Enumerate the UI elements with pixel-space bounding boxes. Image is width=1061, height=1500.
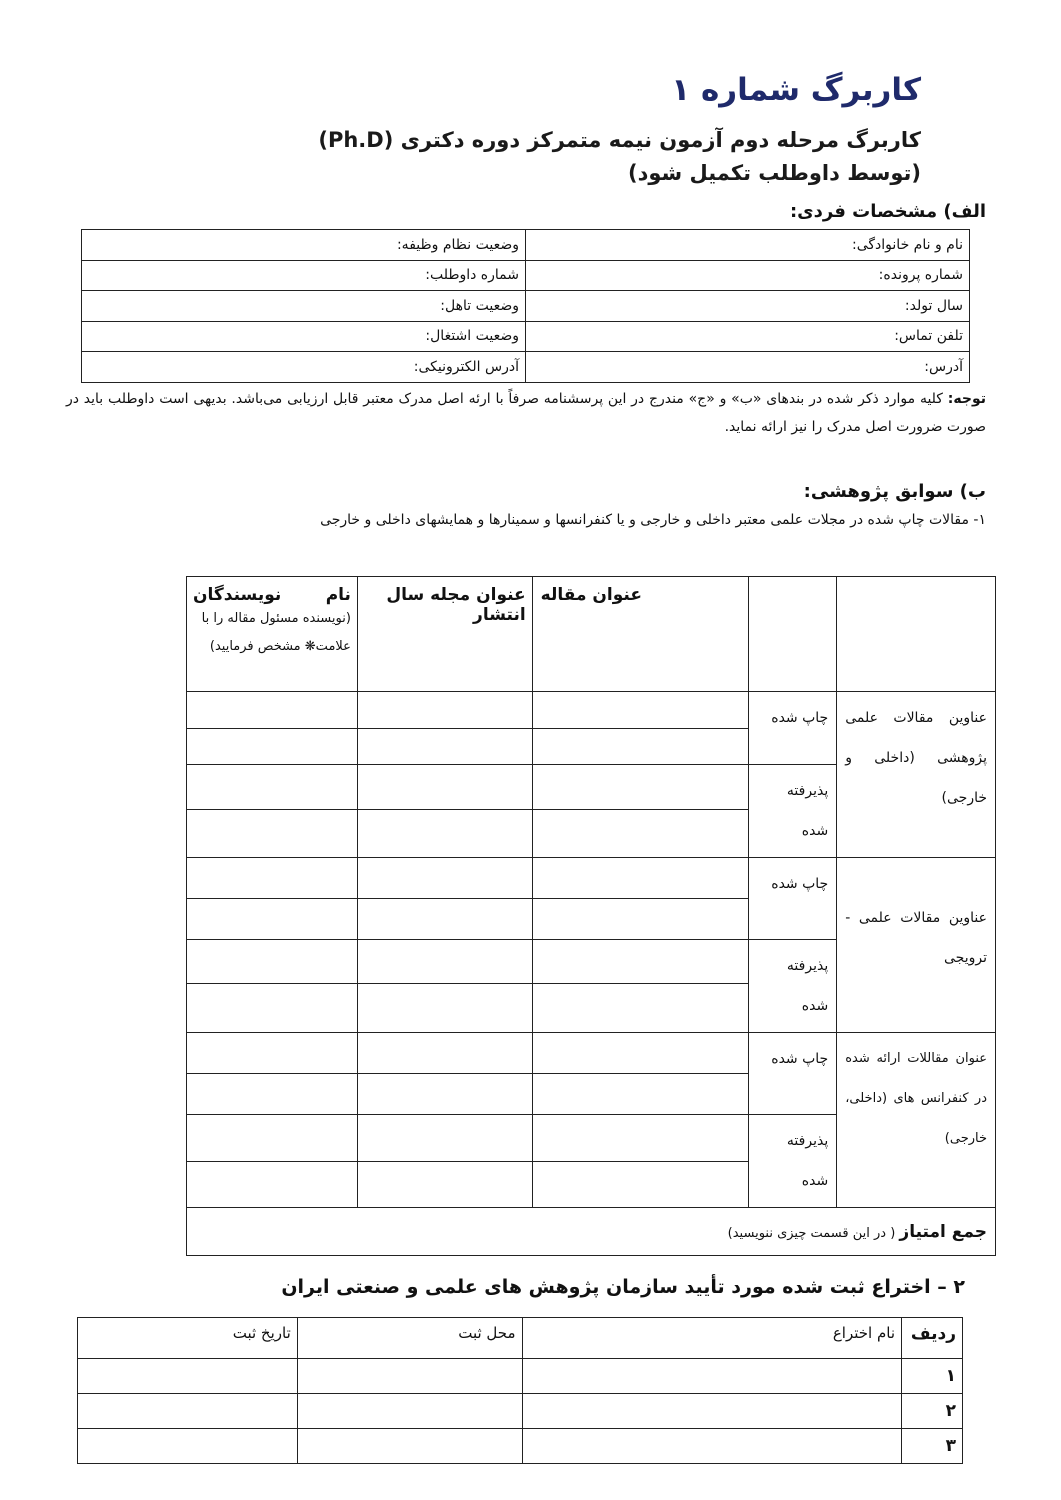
article-title-cell[interactable] bbox=[532, 1074, 749, 1115]
invention-name-cell[interactable] bbox=[522, 1394, 902, 1429]
status-header-cell bbox=[749, 577, 837, 692]
authors-header bbox=[187, 577, 358, 692]
authors-cell[interactable] bbox=[187, 899, 358, 940]
authors-header-word-2: نویسندگان bbox=[193, 585, 282, 605]
article-title-cell[interactable] bbox=[532, 1033, 749, 1074]
article-title-header: عنوان مقاله bbox=[532, 577, 749, 692]
section-2-heading: ۲ – اختراع ثبت شده مورد تأیید سازمان پژوهش های علمی و صنعتی ایران bbox=[281, 1276, 965, 1298]
journal-year-cell[interactable] bbox=[357, 1033, 532, 1074]
invention-name-cell[interactable] bbox=[522, 1429, 902, 1464]
address-field[interactable]: آدرس: bbox=[526, 352, 970, 383]
article-title-cell[interactable] bbox=[532, 858, 749, 899]
authors-cell[interactable] bbox=[187, 729, 358, 765]
journal-year-cell[interactable] bbox=[357, 899, 532, 940]
article-title-cell[interactable] bbox=[532, 940, 749, 984]
research-table bbox=[186, 576, 996, 1256]
article-title-cell[interactable] bbox=[532, 810, 749, 858]
row-number: ۲ bbox=[902, 1394, 963, 1429]
authors-cell[interactable] bbox=[187, 983, 358, 1032]
journal-year-cell[interactable] bbox=[357, 1074, 532, 1115]
email-field[interactable]: آدرس الکترونیکی: bbox=[82, 352, 526, 383]
table-row bbox=[82, 260, 970, 291]
authors-header-title bbox=[193, 585, 351, 605]
journal-year-cell[interactable] bbox=[357, 858, 532, 899]
total-score-label: جمع امتیاز bbox=[899, 1221, 987, 1242]
table-row bbox=[187, 1033, 996, 1074]
table-header-row bbox=[78, 1318, 963, 1359]
table-header-row bbox=[187, 577, 996, 692]
table-row bbox=[82, 352, 970, 383]
journal-year-cell[interactable] bbox=[357, 765, 532, 810]
note-paragraph bbox=[66, 385, 986, 441]
personal-info-table bbox=[81, 229, 970, 383]
journal-year-cell[interactable] bbox=[357, 810, 532, 858]
table-row bbox=[78, 1429, 963, 1464]
category-conference-papers: عنوان مقاللات ارائه شده در کنفرانس های (داخلی، خارجی) bbox=[837, 1033, 996, 1208]
form-instruction: (توسط داوطلب تکمیل شود) bbox=[627, 161, 921, 185]
authors-cell[interactable] bbox=[187, 1115, 358, 1162]
category-header-cell bbox=[837, 577, 996, 692]
row-number-header: ردیف bbox=[902, 1318, 963, 1359]
article-title-cell[interactable] bbox=[532, 983, 749, 1032]
row-number: ۳ bbox=[902, 1429, 963, 1464]
page-title: کاربرگ شماره ۱ bbox=[671, 72, 921, 108]
journal-year-cell[interactable] bbox=[357, 729, 532, 765]
authors-header-word-1: نام bbox=[325, 585, 351, 605]
authors-cell[interactable] bbox=[187, 1161, 358, 1208]
article-title-cell[interactable] bbox=[532, 692, 749, 729]
invention-name-cell[interactable] bbox=[522, 1359, 902, 1394]
table-row bbox=[78, 1394, 963, 1429]
article-title-cell[interactable] bbox=[532, 1115, 749, 1162]
article-title-cell[interactable] bbox=[532, 899, 749, 940]
registration-place-header: محل ثبت bbox=[297, 1318, 522, 1359]
invention-name-header: نام اختراع bbox=[522, 1318, 902, 1359]
registration-date-cell[interactable] bbox=[78, 1359, 298, 1394]
status-accepted: پذیرفته شده bbox=[749, 765, 837, 858]
category-promotional-articles: عناوین مقالات علمی - ترویجی bbox=[837, 858, 996, 1033]
status-printed: چاپ شده bbox=[749, 1033, 837, 1115]
full-name-field[interactable]: نام و نام خانوادگی: bbox=[526, 230, 970, 261]
article-title-cell[interactable] bbox=[532, 1161, 749, 1208]
table-row bbox=[82, 321, 970, 352]
form-subtitle: کاربرگ مرحله دوم آزمون نیمه متمرکز دوره دکتری (Ph.D) bbox=[318, 128, 921, 152]
candidate-number-field[interactable]: شماره داوطلب: bbox=[82, 260, 526, 291]
total-score-cell bbox=[187, 1208, 996, 1256]
table-row bbox=[187, 692, 996, 729]
journal-year-cell[interactable] bbox=[357, 983, 532, 1032]
file-number-field[interactable]: شماره پرونده: bbox=[526, 260, 970, 291]
status-accepted: پذیرفته شده bbox=[749, 1115, 837, 1208]
table-row bbox=[82, 230, 970, 261]
status-accepted: پذیرفته شده bbox=[749, 940, 837, 1033]
table-row bbox=[187, 1208, 996, 1256]
authors-cell[interactable] bbox=[187, 858, 358, 899]
employment-status-field[interactable]: وضعیت اشتغال: bbox=[82, 321, 526, 352]
journal-year-header: عنوان مجله سال انتشار bbox=[357, 577, 532, 692]
registration-place-cell[interactable] bbox=[297, 1394, 522, 1429]
journal-year-cell[interactable] bbox=[357, 1161, 532, 1208]
registration-date-header: تاریخ ثبت bbox=[78, 1318, 298, 1359]
inventions-table bbox=[77, 1317, 963, 1464]
category-research-articles: عناوین مقالات علمی پژوهشی (داخلی و خارجی) bbox=[837, 692, 996, 858]
authors-cell[interactable] bbox=[187, 1074, 358, 1115]
birth-year-field[interactable]: سال تولد: bbox=[526, 291, 970, 322]
section-a-heading: الف) مشخصات فردی: bbox=[789, 201, 986, 222]
research-item-1: ۱- مقالات چاپ شده در مجلات علمی معتبر داخلی و خارجی و یا کنفرانسها و سمینارها و همایشهای داخلی و خارجی bbox=[320, 512, 986, 528]
military-status-field[interactable]: وضعیت نظام وظیفه: bbox=[82, 230, 526, 261]
phone-field[interactable]: تلفن تماس: bbox=[526, 321, 970, 352]
note-label: توجه: bbox=[947, 391, 986, 407]
journal-year-cell[interactable] bbox=[357, 692, 532, 729]
table-row bbox=[187, 858, 996, 899]
authors-cell[interactable] bbox=[187, 940, 358, 984]
article-title-cell[interactable] bbox=[532, 729, 749, 765]
registration-place-cell[interactable] bbox=[297, 1429, 522, 1464]
note-text: کلیه موارد ذکر شده در بندهای «ب» و «ج» مندرج در این پرسشنامه صرفاً با ارئه اصل مدرک معتبر قابل ارزیابی می‌باشد. بدیهی است داوطلب باید در صورت ضرورت اصل مدرک را نیز ارائه نماید. bbox=[66, 391, 986, 435]
total-score-note: ( در این قسمت چیزی ننویسید) bbox=[727, 1225, 900, 1241]
section-b-heading: ب) سوابق پژوهشی: bbox=[803, 481, 986, 502]
authors-cell[interactable] bbox=[187, 692, 358, 729]
status-printed: چاپ شده bbox=[749, 858, 837, 940]
status-printed: چاپ شده bbox=[749, 692, 837, 765]
journal-year-cell[interactable] bbox=[357, 940, 532, 984]
registration-date-cell[interactable] bbox=[78, 1429, 298, 1464]
row-number: ۱ bbox=[902, 1359, 963, 1394]
authors-cell[interactable] bbox=[187, 1033, 358, 1074]
registration-place-cell[interactable] bbox=[297, 1359, 522, 1394]
marital-status-field[interactable]: وضعیت تاهل: bbox=[82, 291, 526, 322]
authors-cell[interactable] bbox=[187, 810, 358, 858]
authors-cell[interactable] bbox=[187, 765, 358, 810]
journal-year-cell[interactable] bbox=[357, 1115, 532, 1162]
table-row bbox=[82, 291, 970, 322]
article-title-cell[interactable] bbox=[532, 765, 749, 810]
authors-header-note: (نویسنده مسئول مقاله را با علامت❋ مشخص فرمایید) bbox=[201, 611, 351, 654]
registration-date-cell[interactable] bbox=[78, 1394, 298, 1429]
table-row bbox=[78, 1359, 963, 1394]
